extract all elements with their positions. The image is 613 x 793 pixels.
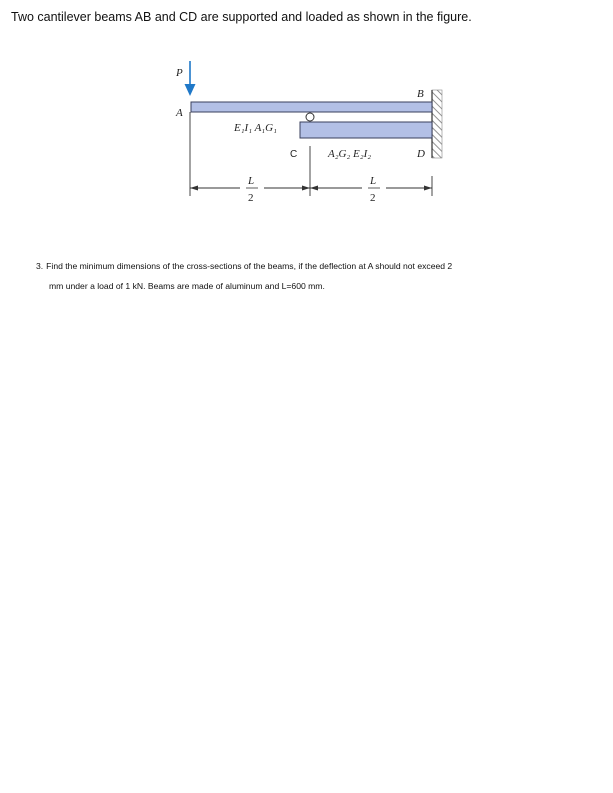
dim-right-denominator: 2 — [370, 192, 376, 204]
load-arrow-head — [185, 84, 196, 96]
dim-left-denominator: 2 — [248, 192, 254, 204]
problem-line-2: mm under a load of 1 kN. Beams are made of aluminum and L=600 mm. — [49, 281, 325, 291]
beam2-properties: A₂G₂ E₂I₂ — [328, 148, 372, 160]
wall-support — [432, 90, 442, 158]
dim-left-numerator: L — [248, 175, 255, 187]
load-label-p: P — [176, 67, 183, 79]
problem-line-1: Find the minimum dimensions of the cross-sections of the beams, if the deflection at A should not exceed 2 — [46, 261, 453, 271]
dim-right-numerator: L — [370, 175, 377, 187]
point-a-label: A — [176, 107, 183, 119]
dim-arrow-right-b — [424, 186, 432, 191]
dim-arrow-right-a — [310, 186, 318, 191]
beam-cd — [300, 122, 432, 138]
point-b-label: B — [417, 88, 424, 100]
beam1-properties: E₁I₁ A₁G₁ — [234, 122, 277, 134]
dim-arrow-left-b — [302, 186, 310, 191]
point-d-label: D — [417, 148, 425, 160]
problem-statement — [36, 256, 596, 296]
intro-text: Two cantilever beams AB and CD are supported and loaded as shown in the figure. — [11, 10, 472, 24]
beam-ab — [191, 102, 432, 112]
problem-number: 3. — [36, 261, 44, 271]
roller-contact — [306, 113, 314, 121]
point-c-label: C — [290, 149, 298, 160]
dim-arrow-left-a — [190, 186, 198, 191]
beam-figure — [0, 0, 613, 240]
